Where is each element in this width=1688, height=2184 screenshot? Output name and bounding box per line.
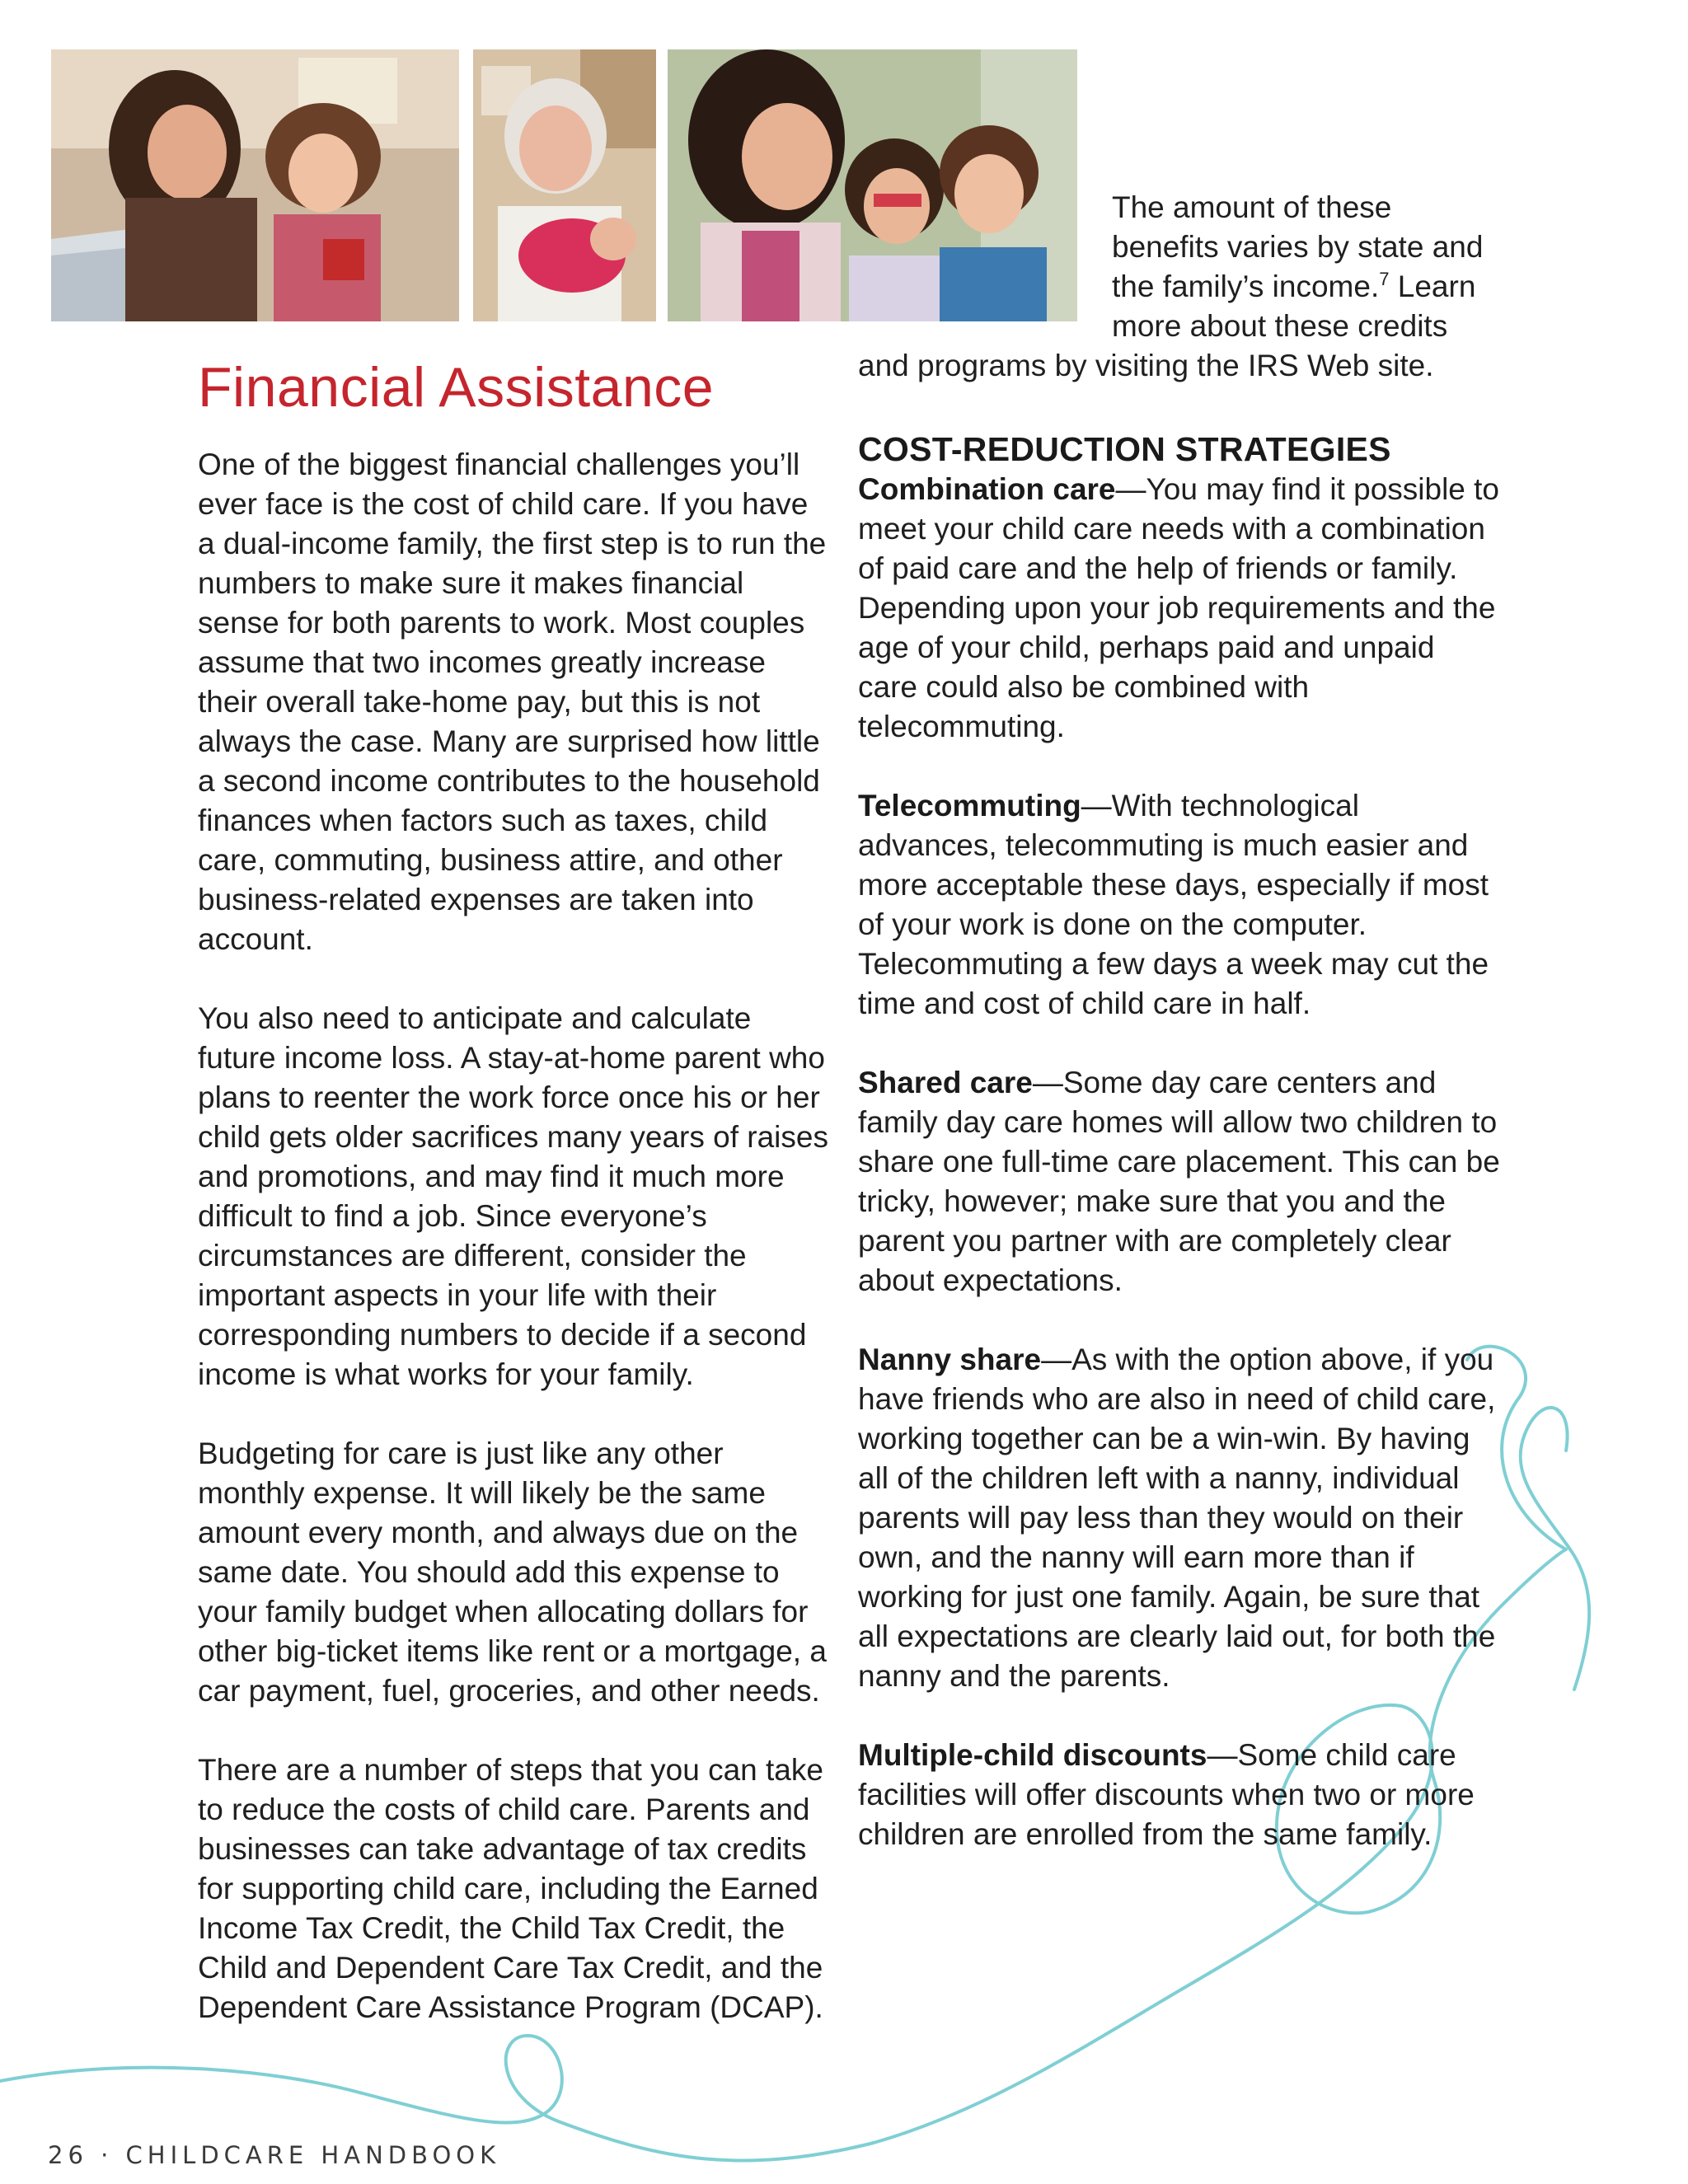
intro-line: and programs by visiting the IRS Web site. bbox=[858, 349, 1434, 382]
footnote-marker: 7 bbox=[1379, 269, 1390, 289]
intro-line: The amount of these bbox=[1112, 190, 1392, 224]
strategy-text: —You may find it possible to meet your child care needs with a combination of paid care and the help of friends or family. Depending upon your job requirements and the age of your child, perhaps paid and unpaid care could also be combined with telecommuting. bbox=[858, 472, 1499, 743]
strategy-text: —With technological advances, telecommuting is much easier and more acceptable these days, especially if most of your work is done on the computer. Telecommuting a few days a week may cut the time and cost of child care in half. bbox=[858, 789, 1489, 1020]
intro-text: the family’s income. bbox=[1112, 269, 1380, 303]
photo-mother-and-toddler bbox=[51, 49, 459, 321]
body-paragraph: One of the biggest financial challenges you’ll ever face is the cost of child care. If you have a dual-income family, the first step is to run the numbers to make sure it makes financial sense for both parents to work. Most couples assume that two incomes greatly increase their overall take-home pay, but this is not always the case. Many are surprised how little a second income contributes to the household finances when factors such as taxes, child care, commuting, business attire, and other business-related expenses are taken into account. bbox=[198, 448, 827, 956]
intro-paragraph bbox=[858, 188, 1501, 386]
strategy-term: Combination care bbox=[858, 472, 1116, 506]
page-footer: 26 · CHILDCARE HANDBOOK bbox=[48, 2141, 501, 2169]
strategy-text: —Some child care facilities will offer discounts when two or more children are enrolled from the same family. bbox=[858, 1738, 1475, 1851]
strategy-item bbox=[858, 786, 1501, 1024]
intro-line: more about these credits bbox=[1112, 309, 1448, 343]
intro-line: benefits varies by state and bbox=[1112, 230, 1484, 264]
strategy-term: Nanny share bbox=[858, 1343, 1042, 1376]
body-paragraph: Budgeting for care is just like any other monthly expense. It will likely be the same amount every month, and always due on the same date. You should add this expense to your family budget when allocating dollars for other big-ticket items like rent or a mortgage, a car payment, fuel, groceries, and other needs. bbox=[198, 1436, 827, 1708]
body-paragraph: You also need to anticipate and calculate future income loss. A stay-at-home parent who plans to reenter the work force once his or her child gets older sacrifices many years of raises and promotions, and may find it much more difficult to find a job. Since everyone’s circumstances are different, consider the important aspects in your life with their corresponding numbers to decide if a second income is what works for your family. bbox=[198, 1001, 828, 1391]
strategy-text: —Some day care centers and family day care homes will allow two children to share one full-time care placement. This can be tricky, however; make sure that you and the parent you partner with are completely clear about expectations. bbox=[858, 1066, 1500, 1297]
strategy-item bbox=[858, 470, 1501, 747]
intro-line bbox=[1112, 267, 1501, 307]
strategy-term: Telecommuting bbox=[858, 789, 1081, 823]
strategy-term: Multiple-child discounts bbox=[858, 1738, 1207, 1772]
page-title: Financial Assistance bbox=[198, 356, 715, 419]
section-heading: COST-REDUCTION STRATEGIES bbox=[858, 430, 1391, 468]
strategy-item bbox=[858, 1340, 1501, 1696]
strategy-item bbox=[858, 1736, 1501, 1854]
right-column bbox=[858, 188, 1501, 1894]
body-paragraph: There are a number of steps that you can take to reduce the costs of child care. Parents and businesses can take advantage of tax credits for supporting child care, including the Earned Income Tax Credit, the Child Tax Credit, the Child and Dependent Care Tax Credit, and the Dependent Care Assistance Program (DCAP). bbox=[198, 1753, 823, 2024]
strategy-item bbox=[858, 1063, 1501, 1301]
photo-grandmother-with-baby bbox=[473, 49, 656, 321]
intro-text: Learn bbox=[1389, 269, 1476, 303]
strategy-term: Shared care bbox=[858, 1066, 1033, 1099]
strategy-text: —As with the option above, if you have friends who are also in need of child care, working together can be a win-win. By having all of the children left with a nanny, individual parents will pay less than they would on their own, and the nanny will earn more than if working for just one family. Again, be sure that all expectations are clearly laid out, for both the nanny and the parents. bbox=[858, 1343, 1496, 1693]
left-column bbox=[198, 354, 832, 2067]
